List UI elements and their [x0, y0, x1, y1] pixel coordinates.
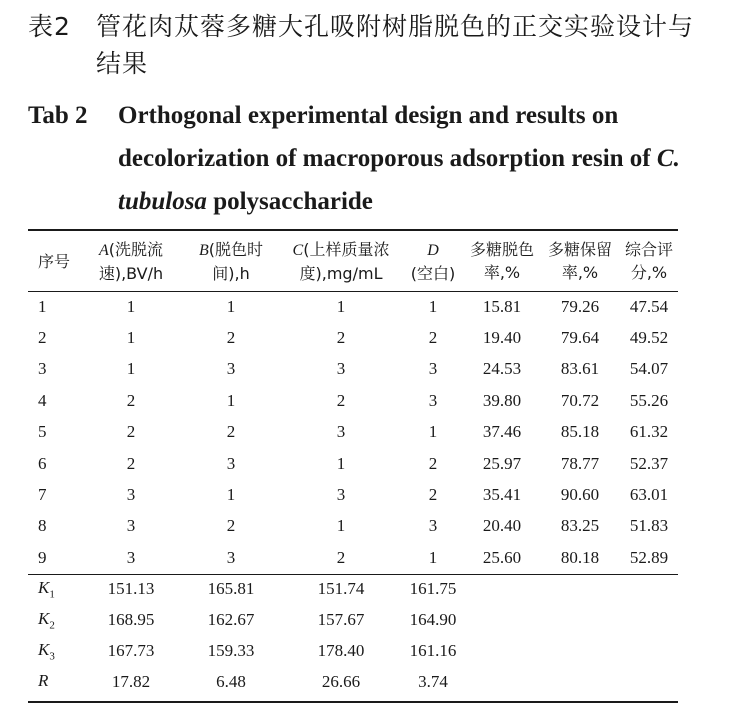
table-cell: 20.40	[482, 516, 522, 536]
k-row-label: $K_3$	[38, 639, 55, 663]
header-cell-d: D (空白)	[410, 241, 456, 283]
table-cell: 2	[226, 422, 236, 442]
table-cell: 6	[38, 453, 47, 473]
table-cell: 2	[38, 328, 47, 348]
table-row	[28, 542, 678, 573]
table-cell: 19.40	[482, 328, 522, 348]
table-cell: 2	[226, 328, 236, 348]
table-cell: 54.07	[629, 359, 669, 379]
table-cell: 51.83	[629, 516, 669, 536]
table-cell: 2	[336, 328, 346, 348]
table-cell: 2	[226, 516, 236, 536]
table-cell: 9	[38, 547, 47, 567]
table-cell: 1	[428, 296, 438, 316]
table-cell: 2	[428, 485, 438, 505]
k-row-cell	[464, 667, 540, 698]
table-cell: 83.61	[560, 359, 600, 379]
table-cell: 1	[226, 485, 236, 505]
k-row-cell	[620, 636, 678, 667]
table-cell: 3	[126, 547, 136, 567]
table-row	[28, 417, 678, 448]
table-cell: 3	[226, 359, 236, 379]
k-row-cell	[464, 605, 540, 636]
table-k-section	[28, 574, 678, 698]
table-row	[28, 448, 678, 479]
table-cell: 90.60	[560, 485, 600, 505]
k-row-cell	[540, 574, 620, 605]
k-row-cell	[464, 574, 540, 605]
k-row-cell: 168.95	[107, 610, 155, 630]
table-cell: 47.54	[629, 296, 669, 316]
table-cell: 70.72	[560, 390, 600, 410]
table-cell: 3	[428, 516, 438, 536]
table-row	[28, 354, 678, 385]
caption-english-text	[118, 94, 718, 223]
table-cell: 1	[336, 516, 346, 536]
table-cell: 2	[126, 422, 136, 442]
k-row-cell: 165.81	[207, 579, 255, 599]
k-row-cell: 6.48	[216, 672, 246, 692]
table-cell: 25.60	[482, 547, 522, 567]
table-row	[28, 322, 678, 353]
table-cell: 1	[126, 359, 136, 379]
table-cell: 4	[38, 390, 47, 410]
table-cell: 35.41	[482, 485, 522, 505]
table-cell: 5	[38, 422, 47, 442]
k-row-cell: 151.74	[317, 579, 365, 599]
caption-chinese-label: 表2	[28, 12, 71, 41]
table-cell: 3	[126, 516, 136, 536]
header-cell-index: 序号	[38, 251, 71, 271]
k-row-cell: 26.66	[321, 672, 361, 692]
table-cell: 39.80	[482, 390, 522, 410]
table-bottom-rule	[28, 701, 678, 703]
header-cell-decolor-rate: 多糖脱色率,%	[469, 240, 534, 282]
table-cell: 3	[428, 390, 438, 410]
caption-english-species: C. tubulosa	[118, 145, 680, 215]
table-cell: 52.89	[629, 547, 669, 567]
k-row-cell	[540, 605, 620, 636]
table-cell: 2	[428, 328, 438, 348]
table-cell: 2	[336, 547, 346, 567]
table-cell: 80.18	[560, 547, 600, 567]
table-cell: 63.01	[629, 485, 669, 505]
table-cell: 79.26	[560, 296, 600, 316]
k-row-cell: 161.16	[409, 641, 457, 661]
k-row-cell: 162.67	[207, 610, 255, 630]
k-row-cell: 17.82	[111, 672, 151, 692]
k-row-cell: 3.74	[418, 672, 448, 692]
k-row-label: $K_1$	[38, 577, 55, 601]
caption-english-text-before: Orthogonal experimental design and results on decolorization of macroporous adsorption resin of	[118, 102, 657, 172]
table-cell: 61.32	[629, 422, 669, 442]
k-row-label: R	[38, 670, 49, 690]
table-cell: 78.77	[560, 453, 600, 473]
caption-chinese-text: 管花肉苁蓉多糖大孔吸附树脂脱色的正交实验设计与结果	[96, 12, 695, 78]
table-cell: 3	[336, 422, 346, 442]
table-cell: 3	[38, 359, 47, 379]
table-cell: 1	[336, 296, 346, 316]
k-row-cell	[620, 667, 678, 698]
table-cell: 24.53	[482, 359, 522, 379]
k-row-cell: 157.67	[317, 610, 365, 630]
table-cell: 79.64	[560, 328, 600, 348]
table-row	[28, 385, 678, 416]
table-cell: 83.25	[560, 516, 600, 536]
table-cell: 2	[428, 453, 438, 473]
table-cell: 1	[226, 296, 236, 316]
table-cell: 7	[38, 485, 47, 505]
orthogonal-design-table	[28, 231, 678, 698]
header-cell-retention-rate: 多糖保留率,%	[547, 240, 612, 282]
table-cell: 49.52	[629, 328, 669, 348]
k-row-cell: 178.40	[317, 641, 365, 661]
table-cell: 55.26	[629, 390, 669, 410]
table-cell: 3	[226, 453, 236, 473]
k-row-cell	[620, 605, 678, 636]
table-row	[28, 479, 678, 510]
table-cell: 8	[38, 516, 47, 536]
k-row-cell: 167.73	[107, 641, 155, 661]
k-row-cell	[464, 636, 540, 667]
k-row	[28, 636, 678, 667]
header-cell-score: 综合评分,%	[624, 240, 673, 282]
table-cell: 2	[126, 390, 136, 410]
table-cell: 3	[226, 547, 236, 567]
header-cell-a: A(洗脱流速),BV/h	[98, 239, 164, 283]
table-cell: 3	[336, 485, 346, 505]
k-row-cell: 151.13	[107, 579, 155, 599]
table-body	[28, 291, 678, 574]
k-row-cell	[540, 636, 620, 667]
table-cell: 37.46	[482, 422, 522, 442]
table-cell: 1	[226, 390, 236, 410]
k-row-label: $K_2$	[38, 608, 55, 632]
k-row-cell: 164.90	[409, 610, 457, 630]
table-cell: 52.37	[629, 453, 669, 473]
header-cell-c: C(上样质量浓度),mg/mL	[292, 239, 390, 283]
table-cell: 2	[126, 453, 136, 473]
table-cell: 1	[126, 296, 136, 316]
k-row	[28, 574, 678, 605]
table-row	[28, 511, 678, 542]
table-cell: 1	[38, 296, 47, 316]
table-cell: 1	[336, 453, 346, 473]
caption-english-label: Tab 2	[28, 102, 88, 129]
table-cell: 1	[126, 328, 136, 348]
table-cell: 3	[336, 359, 346, 379]
caption-chinese	[28, 8, 718, 82]
k-row	[28, 667, 678, 698]
caption-english-text-after: polysaccharide	[206, 188, 373, 215]
k-row-cell	[540, 667, 620, 698]
table-cell: 3	[428, 359, 438, 379]
table-cell: 3	[126, 485, 136, 505]
caption-english	[28, 94, 718, 223]
k-row-cell	[620, 574, 678, 605]
table-cell: 1	[428, 422, 438, 442]
k-row-cell: 161.75	[409, 579, 457, 599]
table-cell: 1	[428, 547, 438, 567]
header-cell-b: B(脱色时间),h	[198, 239, 264, 283]
table-cell: 85.18	[560, 422, 600, 442]
table-row	[28, 291, 678, 322]
table-cell: 15.81	[482, 296, 522, 316]
k-row	[28, 605, 678, 636]
table-header-row	[28, 231, 678, 291]
table-cell: 2	[336, 390, 346, 410]
table-cell: 25.97	[482, 453, 522, 473]
k-row-cell: 159.33	[207, 641, 255, 661]
